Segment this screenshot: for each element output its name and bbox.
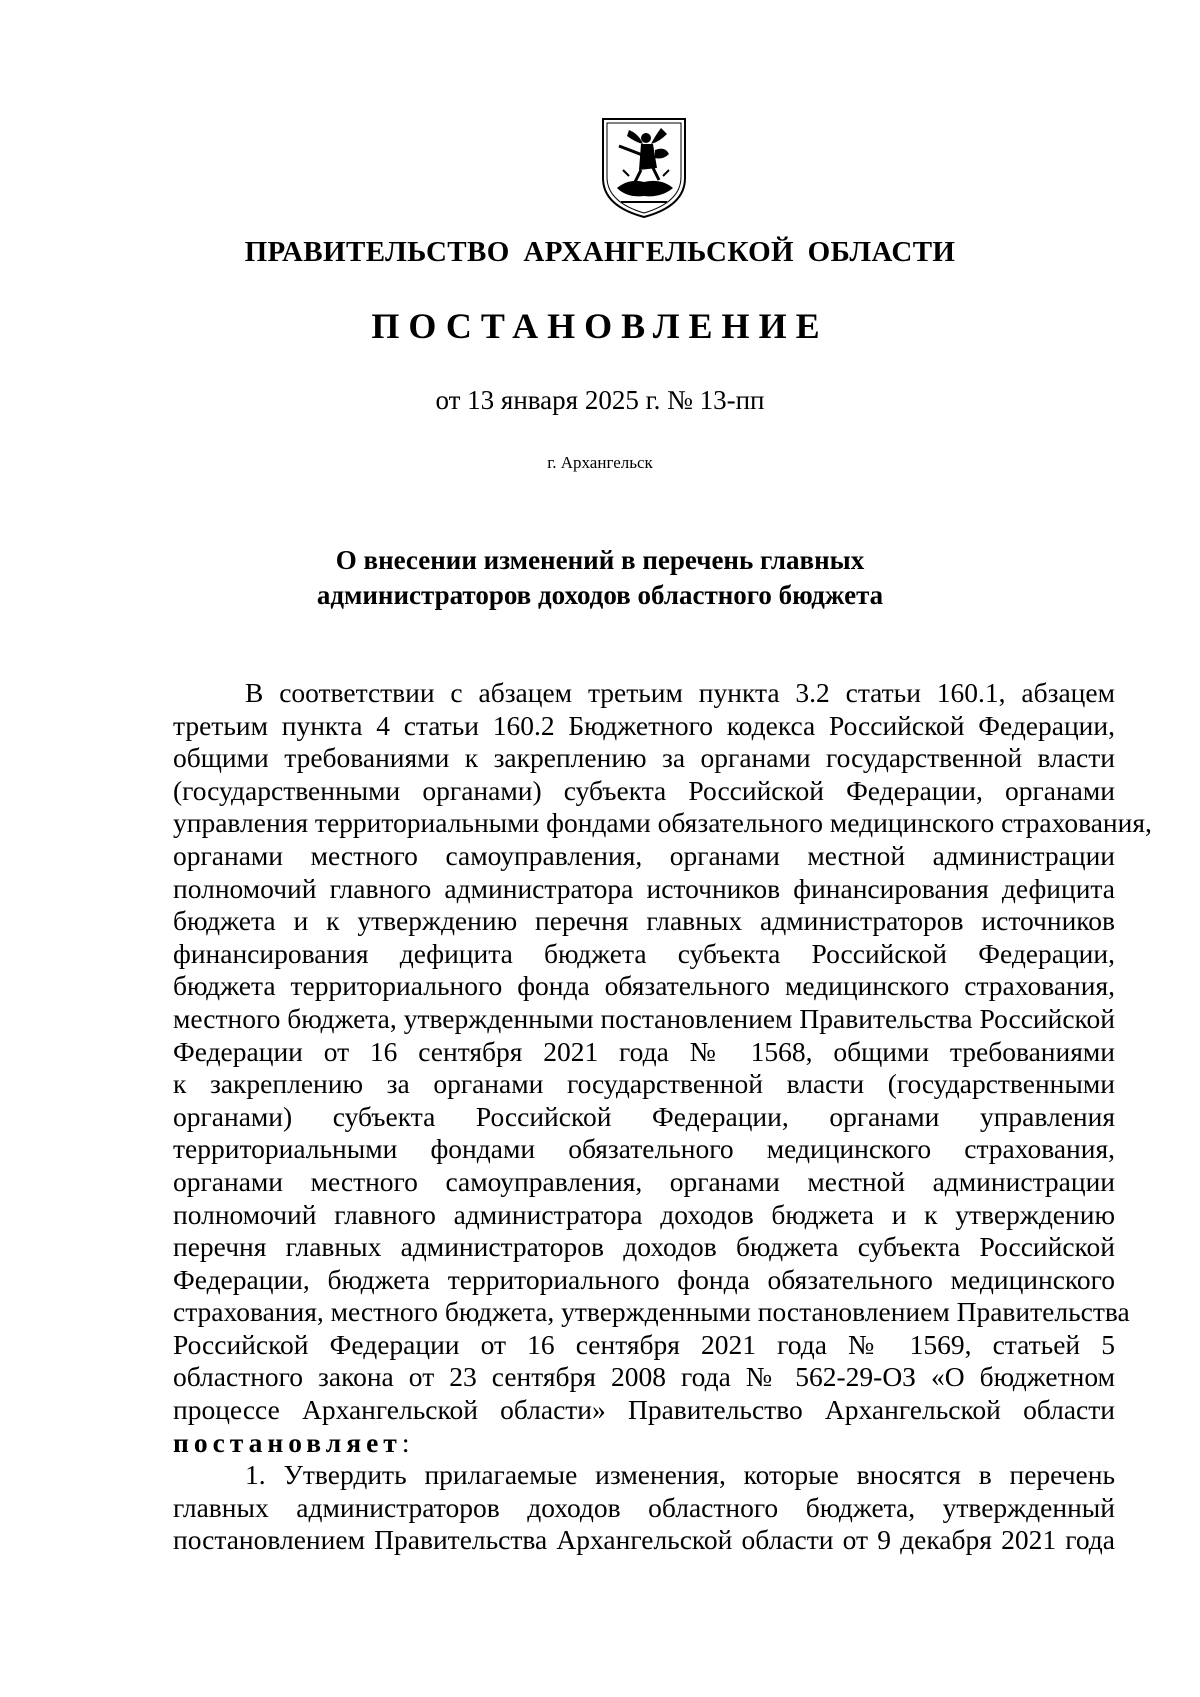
body-line: Федерации, бюджета территориального фонда обязательного медицинского bbox=[173, 1263, 1115, 1295]
decree-date-number: от 13 января 2025 г. № 13-пп bbox=[435, 385, 765, 415]
decree-resolution-word: постановляет bbox=[173, 1426, 402, 1458]
decree-subject bbox=[0, 543, 1200, 613]
subject-line: администраторов доходов областного бюджета bbox=[316, 580, 884, 610]
body-line: органами местного самоуправления, органами местной администрации bbox=[173, 839, 1115, 871]
document-type-title: ПОСТАНОВЛЕНИЕ bbox=[371, 306, 829, 346]
body-line: третьим пункта 4 статьи 160.2 Бюджетного кодекса Российской Федерации, bbox=[173, 709, 1115, 741]
item-line: постановлением Правительства Архангельской области от 9 декабря 2021 года bbox=[173, 1524, 1115, 1556]
decree-resolution-punct: : bbox=[401, 1426, 410, 1458]
body-line: органами местного самоуправления, органами местной администрации bbox=[173, 1165, 1115, 1197]
body-line: бюджета и к утверждению перечня главных администраторов источников bbox=[173, 905, 1115, 937]
government-name: ПРАВИТЕЛЬСТВО АРХАНГЕЛЬСКОЙ ОБЛАСТИ bbox=[244, 236, 956, 268]
body-line: В соответствии с абзацем третьим пункта 3.2 статьи 160.1, абзацем bbox=[245, 677, 1115, 708]
item-line: 1. Утвердить прилагаемые изменения, которые вносятся в перечень bbox=[245, 1459, 1115, 1491]
body-line: (государственными органами) субъекта Российской Федерации, органами bbox=[173, 774, 1115, 806]
body-line: бюджета территориального фонда обязательного медицинского страхования, bbox=[173, 970, 1115, 1002]
decree-city: г. Архангельск bbox=[547, 453, 653, 472]
body-line: к закреплению за органами государственной власти (государственными bbox=[173, 1068, 1115, 1100]
body-line: управления территориальными фондами обязательного медицинского страхования, bbox=[173, 807, 1152, 839]
body-line: Российской Федерации от 16 сентября 2021 года № 1569, статьей 5 bbox=[173, 1328, 1115, 1360]
body-line: полномочий главного администратора доходов бюджета и к утверждению bbox=[173, 1198, 1115, 1230]
body-line: полномочий главного администратора источников финансирования дефицита bbox=[173, 872, 1115, 904]
body-line: органами) субъекта Российской Федерации, органами управления bbox=[173, 1100, 1115, 1132]
body-line: общими требованиями к закреплению за органами государственной власти bbox=[173, 742, 1115, 774]
body-line: территориальными фондами обязательного медицинского страхования, bbox=[173, 1133, 1115, 1165]
item-line: главных администраторов доходов областного бюджета, утвержденный bbox=[173, 1491, 1115, 1523]
decree-resolution-line bbox=[173, 1427, 1115, 1460]
body-line: местного бюджета, утвержденными постановлением Правительства Российской bbox=[173, 1002, 1115, 1034]
decree-body bbox=[173, 677, 1152, 1557]
body-line: областного закона от 23 сентября 2008 года № 562-29-ОЗ «О бюджетном bbox=[173, 1361, 1115, 1393]
body-line: страхования, местного бюджета, утвержденными постановлением Правительства bbox=[173, 1296, 1130, 1328]
body-line: перечня главных администраторов доходов бюджета субъекта Российской bbox=[173, 1231, 1115, 1263]
body-line: Федерации от 16 сентября 2021 года № 1568, общими требованиями bbox=[173, 1035, 1115, 1067]
coat-of-arms-emblem bbox=[599, 116, 689, 220]
body-line: процессе Архангельской области» Правительство Архангельской области bbox=[173, 1394, 1115, 1426]
body-line: финансирования дефицита бюджета субъекта Российской Федерации, bbox=[173, 937, 1115, 969]
subject-line: О внесении изменений в перечень главных bbox=[335, 545, 865, 575]
